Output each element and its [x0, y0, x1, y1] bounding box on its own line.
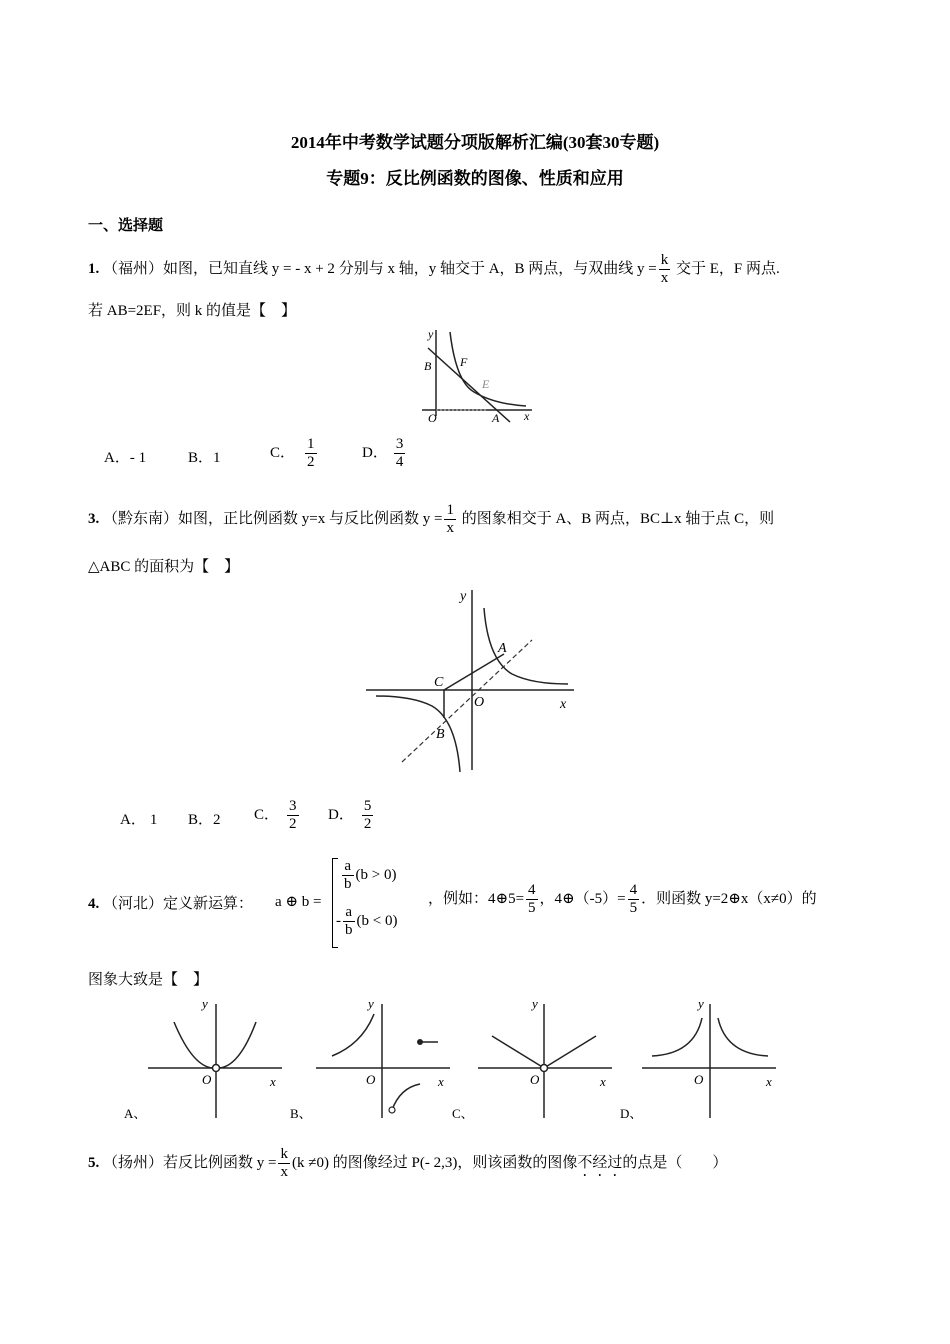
graph-option-a[interactable] — [118, 996, 288, 1120]
graph-option-c[interactable] — [452, 996, 622, 1120]
document-subtitle: 专题9：反比例函数的图像、性质和应用 — [326, 169, 624, 188]
question-1-line-1: 1. （福州）如图，已知直线 y = - x + 2 分别与 x 轴，y 轴交于 A，B 两点，与双曲线 y = $\frac{k}{x}$ 交于 E，F 两点. — [88, 252, 780, 286]
x-label: x — [270, 1074, 276, 1089]
segment-ca — [444, 654, 504, 690]
math-expression: y = — [256, 1154, 277, 1171]
origin-label: O — [694, 1072, 704, 1087]
right-ray — [544, 1036, 596, 1068]
piecewise-case-1: $\frac{a}{b}$ (b > 0) — [344, 858, 397, 892]
math-expression: y = — [422, 510, 443, 527]
y-label: y — [428, 327, 434, 341]
math-expression: a ⊕ b = — [275, 894, 322, 910]
x-label: x — [524, 409, 530, 423]
question-number: 4. — [88, 896, 100, 912]
origin-label: O — [474, 695, 485, 710]
option-d[interactable]: D． $\frac{3}{4}$ — [362, 436, 404, 470]
question-number: 1. — [88, 260, 100, 277]
origin-label: O — [202, 1072, 212, 1087]
parabola-curve — [174, 1022, 256, 1068]
origin-label: O — [366, 1072, 376, 1087]
right-branch — [718, 1018, 768, 1056]
question-4-lead: 4. （河北）定义新运算： — [88, 896, 254, 912]
closed-point — [417, 1039, 423, 1045]
x-label: x — [600, 1074, 606, 1089]
option-label: D、 — [620, 1106, 643, 1120]
option-a[interactable]: A． 1 — [120, 812, 158, 828]
y-label: y — [460, 589, 467, 604]
x-label: x — [438, 1074, 444, 1089]
point-b-label: B — [424, 359, 432, 373]
question-3-figure — [362, 584, 582, 774]
math-expression: y = - x + 2 — [271, 260, 335, 277]
hyperbola-curve — [450, 332, 526, 406]
point-a-label: A — [498, 641, 507, 656]
point-e-label: E — [482, 377, 490, 391]
left-branch — [332, 1014, 374, 1056]
y-label: y — [698, 996, 704, 1011]
left-branch — [652, 1018, 702, 1056]
emphasis-text: 不经过 — [577, 1154, 623, 1171]
option-b[interactable]: B．2 — [188, 812, 221, 828]
question-4-line-2: 图象大致是【 】 — [88, 972, 209, 988]
question-3-line-2: △ABC 的面积为【 】 — [88, 559, 240, 575]
fraction: $\frac{k}{x}$ — [660, 252, 669, 286]
question-number: 5. — [88, 1154, 100, 1171]
x-label: x — [560, 697, 567, 712]
origin-label: O — [428, 411, 437, 425]
graph-option-b[interactable] — [286, 996, 456, 1120]
graph-option-d[interactable] — [620, 996, 790, 1120]
y-label: y — [368, 996, 374, 1011]
hyperbola-lower — [376, 696, 460, 772]
option-label: A、 — [124, 1106, 147, 1120]
document-title: 2014年中考数学试题分项版解析汇编(30套30专题) — [290, 133, 660, 152]
option-c[interactable]: C． $\frac{3}{2}$ — [254, 798, 297, 832]
piecewise-case-2: - $\frac{a}{b}$ (b < 0) — [336, 904, 398, 938]
origin-label: O — [530, 1072, 540, 1087]
fraction: $\frac{1}{x}$ — [446, 502, 454, 536]
open-point — [389, 1107, 395, 1113]
right-branch — [392, 1084, 420, 1110]
option-d[interactable]: D． $\frac{5}{2}$ — [328, 798, 372, 832]
question-1-figure — [414, 326, 536, 426]
option-b[interactable]: B．1 — [188, 450, 221, 466]
open-point — [541, 1065, 548, 1072]
math-expression: P(- 2,3) — [411, 1154, 458, 1171]
option-label: C、 — [452, 1106, 474, 1120]
section-heading: 一、选择题 — [88, 218, 164, 234]
point-c-label: C — [434, 675, 444, 690]
x-label: x — [766, 1074, 772, 1089]
point-a-label: A — [492, 411, 500, 425]
point-f-label: F — [460, 355, 468, 369]
option-label: B、 — [290, 1106, 312, 1120]
option-a[interactable]: A．- 1 — [104, 450, 147, 466]
option-c[interactable]: C． $\frac{1}{2}$ — [270, 436, 315, 470]
y-label: y — [202, 996, 208, 1011]
open-point — [213, 1065, 220, 1072]
math-expression: y = — [637, 260, 657, 277]
point-b-label: B — [436, 727, 445, 742]
y-label: y — [532, 996, 538, 1011]
fraction: $\frac{k}{x}$ — [280, 1146, 288, 1180]
left-ray — [492, 1036, 544, 1068]
question-5-line-1: 5. （扬州）若反比例函数 y = $\frac{k}{x}$ (k ≠0) 的图像经过 P(- 2,3)，则该函数的图像不经过的点是（ ） — [88, 1146, 728, 1180]
question-1-line-2: 若 AB=2EF，则 k 的值是【 】 — [88, 303, 297, 319]
question-3-line-1: 3. （黔东南）如图，正比例函数 y=x 与反比例函数 y = $\frac{1}{x}$ 的图象相交于 A、B 两点，BC⊥x 轴于点 C，则 — [88, 502, 775, 536]
question-4-examples: ，例如：4⊕5= $\frac{4}{5}$ ，4⊕（-5）= $\frac{4}{5}$ ．则函数 y=2⊕x（x≠0）的 — [428, 882, 817, 916]
question-number: 3. — [88, 510, 100, 527]
